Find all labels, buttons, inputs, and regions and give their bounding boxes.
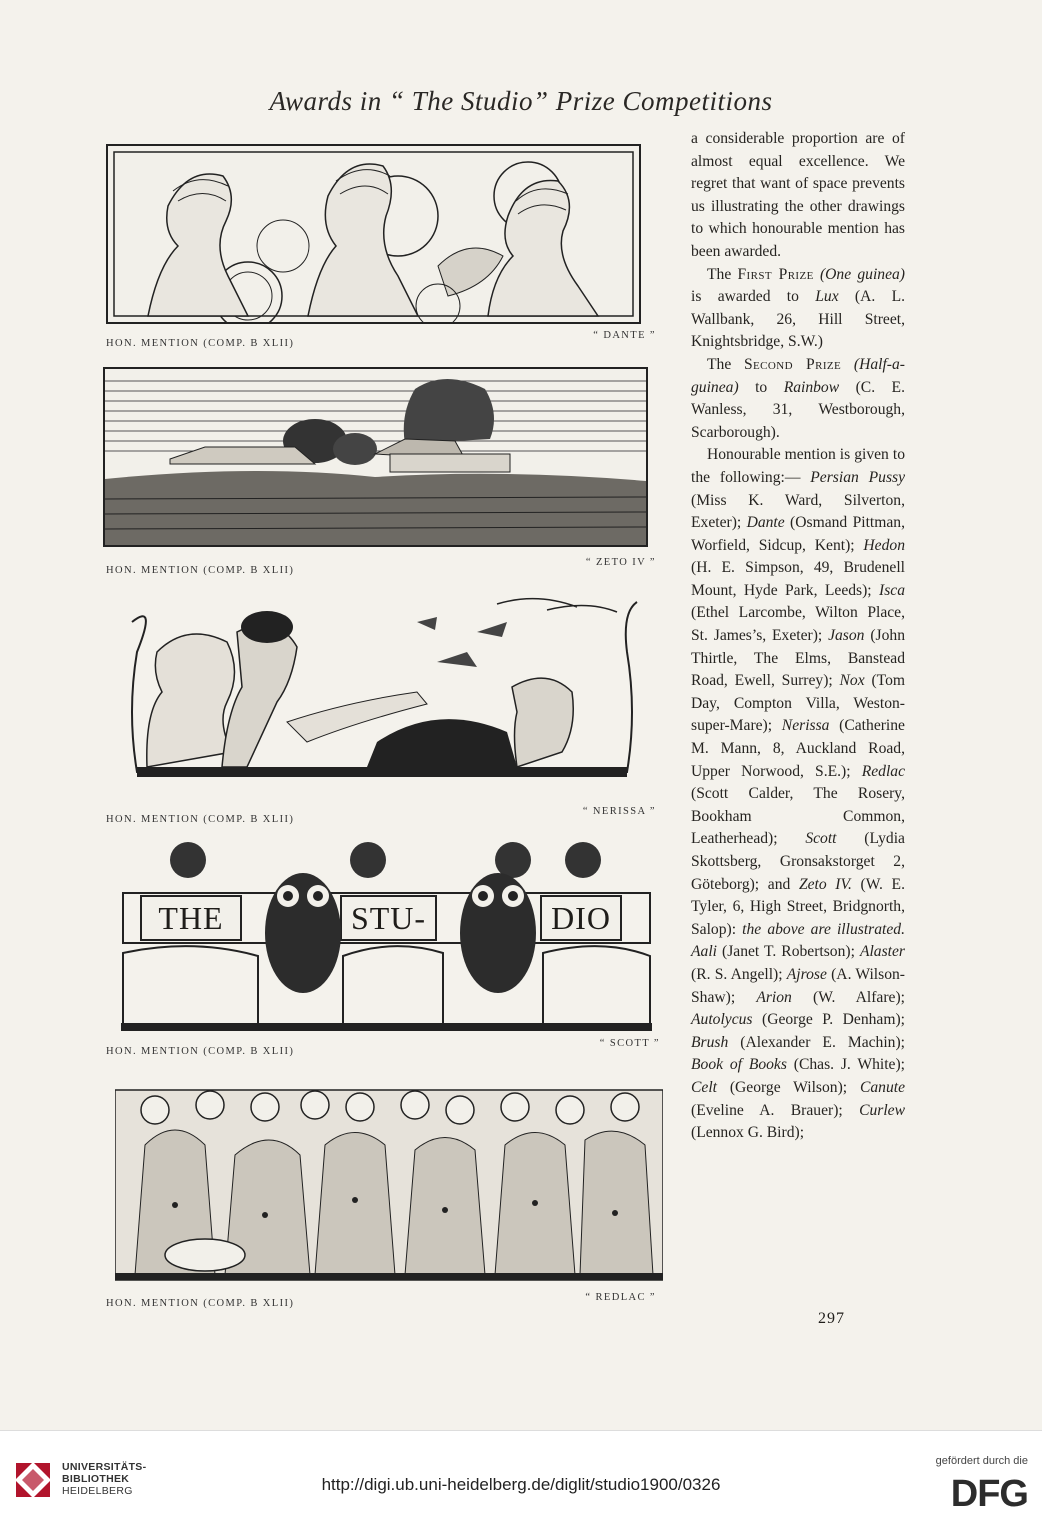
entry-detail: (Scott Calder, The Rosery, Bookham Common, Leatherhead); — [691, 785, 905, 848]
illustration-dante — [106, 144, 641, 324]
entry-detail: (George P. Denham); — [762, 1011, 905, 1029]
first-prize-mid: is awarded to — [691, 288, 799, 306]
entry-name: Nox — [839, 672, 865, 690]
landscape-drawing — [105, 369, 646, 545]
entry-name: Book of Books — [691, 1056, 787, 1074]
mentions-intro: Honourable mention is given to the following:— — [691, 446, 905, 486]
entry-name: Curlew — [859, 1101, 905, 1119]
caption-redlac-right: “ REDLAC ” — [585, 1292, 656, 1303]
first-prize-address: (A. L. Wallbank, 26, Hill Street, Knightsbridge, S.W.) — [691, 288, 905, 351]
caption-nerissa-left: HON. MENTION (COMP. B XLII) — [106, 814, 295, 825]
entry-name: Redlac — [861, 762, 905, 780]
illustration-redlac — [115, 1085, 663, 1285]
entry-detail: (Osmand Pittman, Worfield, Sidcup, Kent); — [691, 514, 905, 554]
redlac-drawing — [115, 1085, 663, 1285]
entry-name: Canute — [859, 1078, 905, 1096]
caption-nerissa-right: “ NERISSA ” — [582, 806, 656, 817]
second-prize-label: Second Prize — [743, 355, 842, 373]
paragraph-intro: a considerable proportion are of almost equal excellence. We regret that want of space prevents us illustrating the other drawings to which honourable mention has been awarded. — [691, 130, 905, 260]
caption-zeto-left: HON. MENTION (COMP. B XLII) — [106, 565, 295, 576]
entry-detail: (Tom Day, Compton Villa, Weston-super-Mare); — [691, 672, 905, 735]
entry-detail: (Lydia Skottsberg, Gronsakstorget 2, Göteborg); and — [691, 830, 905, 893]
entry-detail: (George Wilson); — [729, 1078, 848, 1096]
entry-detail: (Alexander E. Machin); — [740, 1033, 906, 1051]
permalink-url[interactable]: http://digi.ub.uni-heidelberg.de/diglit/studio1900/0326 — [321, 1475, 721, 1494]
entry-detail: (R. S. Angell); — [691, 965, 783, 983]
entry-detail: (Lennox G. Bird); — [691, 1124, 805, 1142]
paragraph-honourable-mentions — [691, 444, 905, 1144]
entry-name: Zeto IV. — [798, 875, 852, 893]
paragraph-first-prize — [691, 264, 905, 354]
entry-detail: (Miss K. Ward, Silverton, Exeter); — [691, 491, 905, 532]
library-name-line-1: UNIVERSITÄTS- — [62, 1461, 147, 1473]
caption-redlac-left: HON. MENTION (COMP. B XLII) — [106, 1298, 295, 1309]
dante-drawing — [108, 146, 639, 322]
second-prize-winner: Rainbow — [783, 378, 840, 396]
entry-detail: (Eveline A. Brauer); — [691, 1101, 843, 1119]
body-text-column — [691, 128, 905, 1145]
entry-detail: (John Thirtle, The Elms, Banstead Road, Ewell, Surrey); — [691, 627, 905, 690]
first-prize-prefix: The — [707, 265, 732, 283]
second-prize-address: (C. E. Wanless, 31, Westborough, Scarborough). — [691, 378, 905, 441]
letter-panel-stu: STU- — [350, 900, 427, 936]
second-prize-prefix: The — [707, 355, 732, 373]
entry-name: Hedon — [863, 536, 905, 554]
entry-detail: (Catherine M. Mann, 8, Auckland Road, Upper Norwood, S.E.); — [691, 717, 905, 780]
entry-detail: (Ethel Larcombe, Wilton Place, St. James’s, Exeter); — [691, 604, 905, 645]
illustration-scott — [113, 838, 660, 1034]
caption-scott-right: “ SCOTT ” — [599, 1038, 660, 1049]
dfg-logo: DFG — [950, 1473, 1028, 1515]
entry-name: Celt — [691, 1078, 717, 1096]
illustrated-note: the above are illustrated. — [742, 920, 905, 938]
running-head: Awards in “ The Studio” Prize Competitions — [269, 86, 773, 116]
entry-name: Nerissa — [781, 717, 830, 735]
caption-scott-left: HON. MENTION (COMP. B XLII) — [106, 1046, 295, 1057]
library-name-line-2: BIBLIOTHEK — [62, 1473, 130, 1485]
entry-name: Isca — [879, 581, 905, 599]
entry-name: Jason — [828, 627, 865, 645]
entry-name: Scott — [805, 830, 837, 848]
entry-detail: (W. Alfare); — [813, 988, 905, 1006]
nerissa-drawing — [117, 592, 647, 788]
first-prize-amount: (One guinea) — [819, 265, 905, 283]
entry-name: Ajrose — [786, 965, 827, 983]
entry-name: Autolycus — [691, 1011, 753, 1029]
second-prize-mid: to — [755, 378, 768, 396]
entry-detail: (H. E. Simpson, 49, Brudenell Mount, Hyde Park, Leeds); — [691, 559, 905, 599]
entry-name: Arion — [756, 988, 792, 1006]
illustration-zeto-iv — [103, 367, 648, 547]
entry-name: Alaster — [859, 943, 905, 961]
entry-name: Dante — [746, 514, 785, 532]
letter-panel-the: THE — [158, 900, 224, 936]
page-number: 297 — [818, 1310, 845, 1327]
caption-dante-right: “ DANTE ” — [593, 330, 656, 341]
illustration-nerissa — [117, 592, 647, 788]
caption-zeto-right: “ ZETO IV ” — [585, 557, 656, 568]
entry-detail: (A. Wilson-Shaw); — [691, 965, 905, 1006]
paragraph-second-prize — [691, 354, 905, 444]
viewer-footer — [0, 1430, 1042, 1519]
entry-name: Persian Pussy — [810, 468, 905, 486]
library-name-line-3: HEIDELBERG — [62, 1485, 133, 1497]
first-prize-winner: Lux — [815, 288, 839, 306]
entry-detail: (Janet T. Robertson); — [722, 943, 855, 961]
funding-note: gefördert durch die — [935, 1455, 1028, 1467]
letter-panel-dio: DIO — [551, 900, 611, 936]
entry-detail: (Chas. J. White); — [793, 1056, 906, 1074]
entry-name: Aali — [691, 943, 717, 961]
entry-name: Brush — [691, 1033, 729, 1051]
first-prize-label: First Prize — [737, 265, 814, 283]
entry-detail: (W. E. Tyler, 6, High Street, Bridgnorth, Salop): — [691, 875, 905, 938]
caption-dante-left: HON. MENTION (COMP. B XLII) — [106, 338, 295, 349]
second-prize-amount: (Half-a-guinea) — [691, 355, 905, 396]
